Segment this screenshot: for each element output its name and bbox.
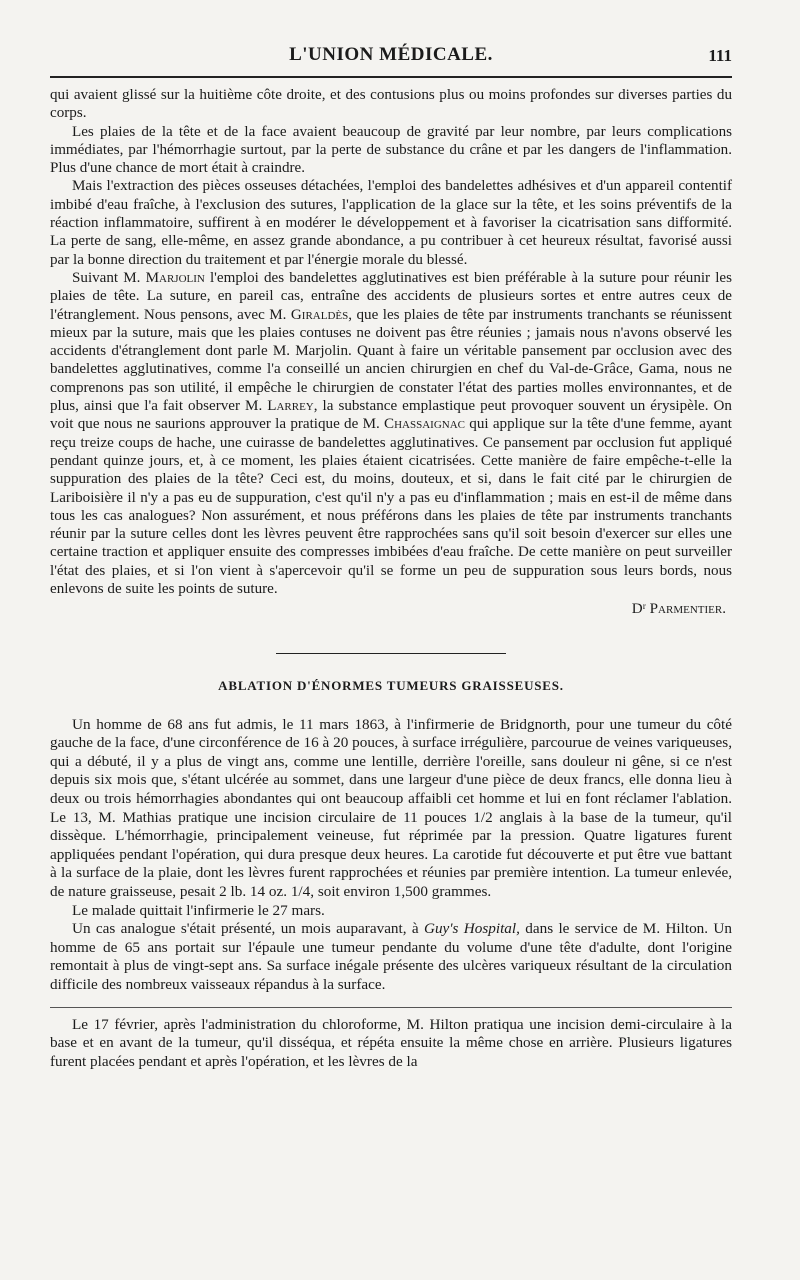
- page-number: 111: [708, 46, 732, 65]
- author-name: Larrey: [267, 398, 314, 415]
- signature: Dʳ Parmentier.: [631, 601, 726, 618]
- paragraph: Mais l'extraction des pièces osseuses détachées, l'emploi des bandelettes adhésives et d'un appareil contentif imbibé d'eau fraîche, à l'exclusion des sutures, l'application de la glace sur la tête, et les soins préventifs de la réaction inflammatoire, suffirent à en modérer le développement et à favoriser la cicatrisation sans difformité. La perte de sang, elle-même, en assez grande abondance, a pu contribuer à cet heureux résultat, favorisé aussi par la bonne direction du traitement et par l'énergie morale du blessé.: [50, 178, 732, 268]
- paragraph: qui avaient glissé sur la huitième côte droite, et des contusions plus ou moins profondes sur diverses parties du corps.: [50, 87, 732, 122]
- article-2: [50, 716, 732, 1072]
- article-1: [50, 86, 732, 619]
- paragraph: Un homme de 68 ans fut admis, le 11 mars 1863, à l'infirmerie de Bridgnorth, pour une tumeur du côté gauche de la face, d'une circonférence de 16 à 20 pouces, à surface irrégulière, parcourue de veines variqueuses, qui a débuté, il y a plus de vingt ans, comme une lentille, derrière l'oreille, sans douleur ni gêne, si ce n'est depuis six mois que, s'étant ulcérée au sommet, dans une largeur d'une pièce de deux francs, elle donna lieu à deux ou trois hémorrhagies abondantes qui ont beaucoup affaibli cet homme et lui en font réclamer l'ablation. Le 13, M. Mathias pratique une incision circulaire de 11 pouces 1/2 anglais à la base de la tumeur, qu'il dissèque. L'hémorrhagie, principalement veineuse, fut réprimée par la pression. Quatre ligatures furent appliquées pendant l'opération, qui dura presque deux heures. La carotide fut découverte et put être vue battant à la surface de la plaie, dont les lèvres furent rapprochées et réunies par première intention. La tumeur enlevée, de nature graisseuse, pesait 2 lb. 14 oz. 1/4, soit environ 1,500 grammes.: [50, 715, 732, 900]
- paragraph: Un cas analogue s'était présenté, un mois auparavant, à Guy's Hospital, dans le service de M. Hilton. Un homme de 65 ans portait sur l'épaule une tumeur pendante du volume d'une tête d'adulte, dont l'origine remontait à plus de vingt-sept ans. Sa surface inégale présente des ulcères variqueux résultant de la circulation difficile des nombreux vaisseaux répandus à la surface.: [50, 920, 732, 993]
- author-name: Marjolin: [145, 269, 205, 286]
- author-name: Giraldès: [290, 306, 349, 323]
- paragraph: Le malade quittait l'infirmerie le 27 mars.: [72, 901, 325, 919]
- journal-title: L'UNION MÉDICALE.: [289, 44, 493, 65]
- article-title: ABLATION D'ÉNORMES TUMEURS GRAISSEUSES.: [218, 677, 564, 693]
- author-name: Chassaignac: [384, 416, 465, 433]
- paragraph: Les plaies de la tête et de la face avaient beaucoup de gravité par leur nombre, par leurs complications immédiates, par l'hémorrhagie surtout, par la perte de substance du crâne et par les dangers de l'inflammation. Plus d'une chance de mort était à craindre.: [50, 123, 732, 177]
- hospital-name: Guy's Hospital,: [423, 920, 520, 938]
- paragraph: Le 17 février, après l'administration du chloroforme, M. Hilton pratiqua une incision demi-circulaire à la base et en avant de la tumeur, qu'il disséqua, et répéta ensuite la même chose en arrière. Plusieurs ligatures furent placées pendant et après l'opération, et les lèvres de la: [50, 1015, 732, 1070]
- running-head: [50, 44, 732, 74]
- header-rule: [50, 76, 732, 78]
- bottom-rule: [50, 1007, 732, 1008]
- paragraph: Suivant M. Marjolin l'emploi des bandelettes agglutinatives est bien préférable à la suture pour réunir les plaies de tête. La suture, en pareil cas, entraîne des accidents de plusieurs sortes et entre autres ceux de l'étranglement. Nous pensons, avec M. Giraldès, que les plaies de tête par instruments tranchants se réunissent mieux par la suture, mais que les plaies contuses ne doivent pas être réunies ; jamais nous n'avons observé les accidents d'étranglement dont parle M. Marjolin. Quant à faire un véritable pansement par occlusion avec des bandelettes agglutinatives, comme l'a conseillé un ancien chirurgien en chef du Val-de-Grâce, Gama, nous ne comprenons pas son utilité, il empêche le chirurgien de constater l'état des parties molles environnantes, et de plus, ainsi que l'a fait observer M. Larrey, la substance emplastique peut provoquer souvent un érysipèle. On voit que nous ne saurions approuver la pratique de M. Chassaignac qui applique sur la tête d'une femme, ayant reçu treize coups de hache, une cuirasse de bandelettes agglutinatives. Ce pansement par occlusion fut appliqué pendant quinze jours, et, à ce moment, les plaies étaient cicatrisées. Cette manière de faire empêche-t-elle la suppuration des plaies de la tête? Ceci est, du moins, douteux, et si, dans le fait cité par le chirurgien de Lariboisière il n'y a pas eu de suppuration, c'est qu'il n'y a pas eu d'inflammation ; mais en est-il de même dans tous les cas analogues? Non assurément, et nous préférons dans les plaies de tête par instruments tranchants réunir par la suture celles dont les lèvres peuvent être rapprochées sans qu'il soit besoin d'exercer sur elles une certaine traction et appliquer ensuite des compresses imbibées d'eau fraîche. De cette manière on peut surveiller l'état des plaies, et si l'on vient à s'apercevoir qu'il se forme un peu de suppuration sous leurs bords, nous enlevons de suite les points de suture.: [50, 269, 732, 598]
- section-separator: [276, 653, 506, 654]
